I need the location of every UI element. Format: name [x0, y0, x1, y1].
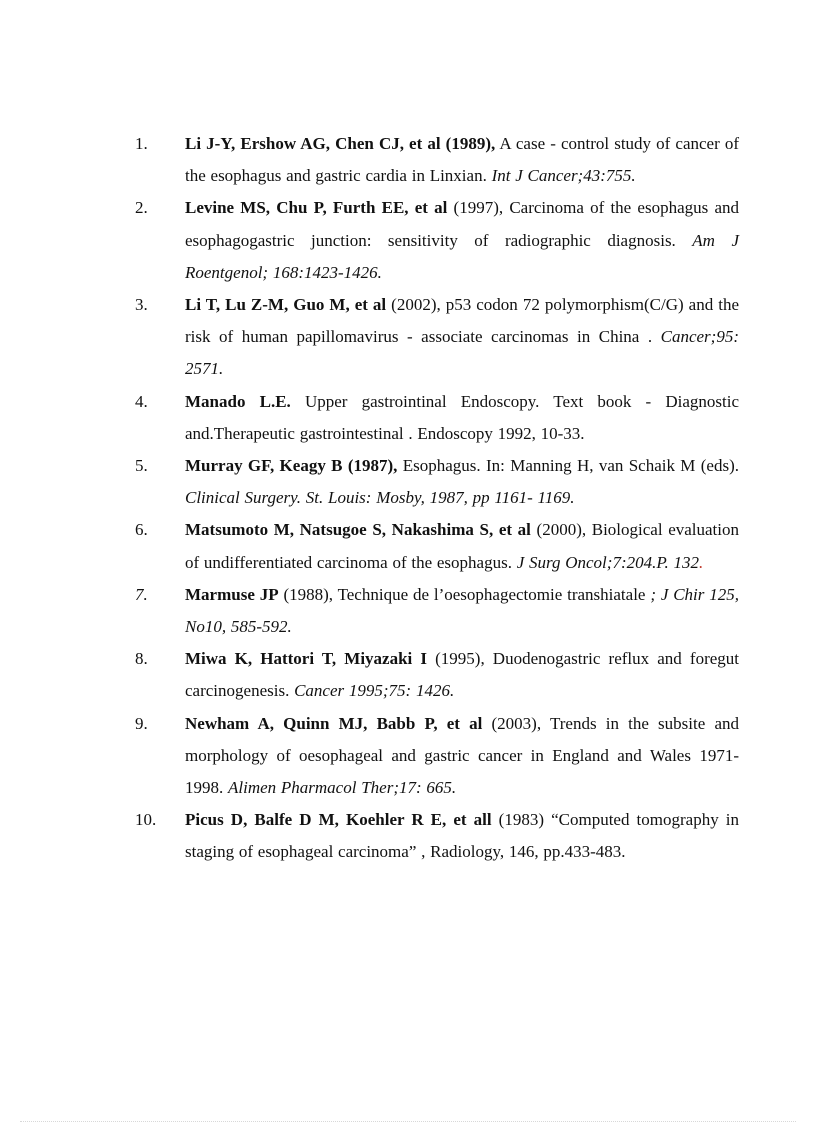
reference-item: [0, 514, 816, 578]
reference-item: [0, 804, 816, 868]
reference-authors: Murray GF, Keagy B (1987),: [185, 456, 398, 476]
reference-number: 2.: [135, 198, 148, 218]
reference-source: Int J Cancer;43:755.: [491, 166, 636, 186]
reference-title: Upper gastrointinal Endoscopy. Text book - Diagnostic and.Therapeutic gastrointestinal . Endoscopy 1992, 10-33.: [185, 391, 739, 443]
reference-item: [0, 128, 816, 192]
reference-number: 9.: [135, 713, 148, 733]
reference-item: [0, 450, 816, 514]
reference-source: ; J Chir 125, No10, 585-592.: [185, 584, 739, 637]
reference-text: [185, 289, 739, 386]
reference-text: [185, 804, 739, 868]
reference-item: [0, 386, 816, 450]
reference-number: 5.: [135, 456, 148, 476]
reference-number: 1.: [135, 134, 148, 153]
reference-source: J Surg Oncol;7:204.P. 132: [516, 552, 700, 572]
reference-title: (1997), Carcinoma of the esophagus and esophagogastric junction: sensitivity of radiographic diagnosis.: [185, 198, 739, 250]
reference-authors: Levine MS, Chu P, Furth EE, et al: [185, 198, 448, 218]
reference-text: [185, 708, 739, 805]
reference-source: Am J Roentgenol; 168:1423-1426.: [185, 230, 739, 282]
reference-source: Cancer 1995;75: 1426.: [294, 681, 455, 701]
reference-list: [0, 128, 816, 869]
reference-authors: Miwa K, Hattori T, Miyazaki I: [185, 649, 428, 669]
reference-authors: Matsumoto M, Natsugoe S, Nakashima S, et al: [185, 520, 531, 540]
reference-number: 10.: [135, 810, 157, 830]
reference-item: [0, 579, 816, 643]
reference-text: [185, 386, 739, 450]
reference-title: Esophagus. In: Manning H, van Schaik M (eds).: [397, 456, 739, 476]
reference-number: 3.: [135, 295, 148, 315]
reference-source: Clinical Surgery. St. Louis: Mosby, 1987, pp 1161- 1169.: [185, 488, 575, 508]
reference-item: [0, 708, 816, 805]
reference-text: [185, 192, 739, 289]
reference-number: 7.: [135, 584, 148, 604]
reference-authors: Newham A, Quinn MJ, Babb P, et al: [185, 713, 483, 733]
reference-title: (1983) “Computed tomography in staging of esophageal carcinoma” , Radiology, 146, pp.433-483.: [185, 810, 739, 862]
reference-text: [185, 579, 739, 643]
reference-title: (1988), Technique de l’oesophagectomie transhiatale: [278, 584, 651, 604]
reference-title: (2002), p53 codon 72 polymorphism(C/G) and the risk of human papillomavirus - associate carcinomas in China .: [185, 295, 739, 347]
reference-text: [185, 643, 739, 707]
reference-number: 8.: [135, 649, 148, 669]
reference-text: [185, 514, 739, 578]
reference-authors: Li T, Lu Z-M, Guo M, et al: [185, 295, 387, 315]
reference-item: [0, 289, 816, 386]
reference-authors: Li J-Y, Ershow AG, Chen CJ, et al (1989),: [185, 134, 496, 153]
reference-title: (2003), Trends in the subsite and morphology of oesophageal and gastric cancer in England and Wales 1971- 1998.: [185, 713, 739, 798]
page-bottom-divider: [20, 1121, 796, 1122]
reference-authors: Manado L.E.: [185, 391, 291, 411]
reference-authors: Marmuse JP: [185, 584, 279, 604]
reference-source: Cancer;95: 2571.: [185, 327, 739, 379]
reference-text: [185, 128, 739, 192]
reference-title: (2000), Biological evaluation of undifferentiated carcinoma of the esophagus.: [185, 520, 740, 572]
reference-number: 4.: [135, 391, 148, 411]
reference-source-tail: .: [699, 552, 704, 572]
reference-source: Alimen Pharmacol Ther;17: 665.: [228, 778, 457, 798]
reference-title: (1995), Duodenogastric reflux and foregut carcinogenesis.: [185, 649, 739, 701]
reference-item: [0, 192, 816, 289]
reference-item: [0, 643, 816, 707]
reference-number: 6.: [135, 520, 148, 540]
reference-title: A case - control study of cancer of the esophagus and gastric cardia in Linxian.: [185, 134, 739, 186]
reference-authors: Picus D, Balfe D M, Koehler R E, et all: [185, 810, 492, 830]
reference-text: [185, 450, 739, 514]
